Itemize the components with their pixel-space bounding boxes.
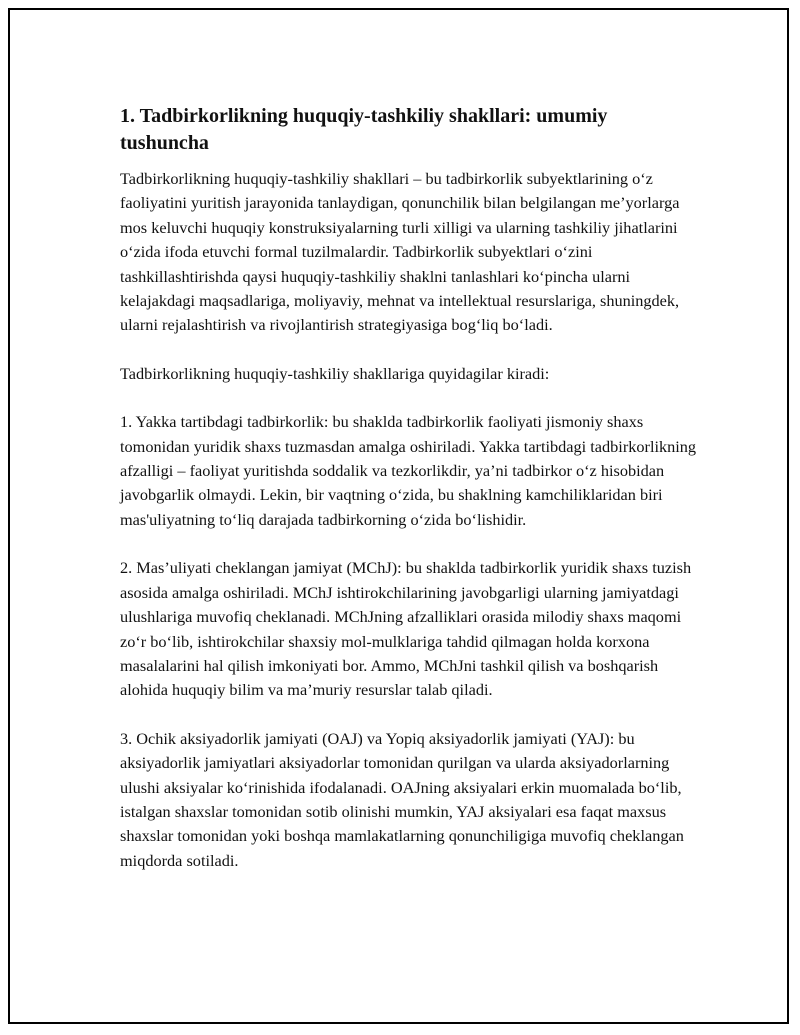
paragraph-joint-stock: 3. Ochik aksiyadorlik jamiyati (OAJ) va Yopiq aksiyadorlik jamiyati (YAJ): bu aksiyadorlik jamiyatlari aksiyadorlar tomonidan qurilgan va ularda aksiyadorlarning ulushi aksiyalar ko‘rinishida ifodalanadi. OAJning aksiyalari erkin muomalada bo‘lib, istalgan shaxslar tomonidan sotib olinishi mumkin, YAJ aksiyalari esa faqat maxsus shaxslar tomonidan yoki boshqa mamlakatlarning qonunchiligiga muvofiq cheklangan miqdorda sotiladi. [120, 728, 684, 870]
paragraph-intro-list: Tadbirkorlikning huquqiy-tashkiliy shakllariga quyidagilar kiradi: [120, 363, 550, 383]
paragraph-definition: Tadbirkorlikning huquqiy-tashkiliy shakllari – bu tadbirkorlik subyektlarining o‘z faoliyatini yuritish jarayonida tanlaydigan, qonunchilik bilan belgilangan me’yorlarga mos keluvchi huquqiy konstruksiyalarning turli xilligi va ularning tashkiliy jihatlarini o‘zida ifoda etuvchi formal tuzilmalardir. Tadbirkorlik subyektlari o‘zini tashkillashtirishda qaysi huquqiy-tashkiliy shaklni tanlashlari ko‘pincha ularni kelajakdagi maqsadlariga, moliyaviy, mehnat va intellektual resurslariga, shuningdek, ularni rejalashtirish va rivojlantirish strategiyasiga bog‘liq bo‘ladi. [120, 169, 680, 335]
paragraph-llc: 2. Mas’uliyati cheklangan jamiyat (MChJ): bu shaklda tadbirkorlik yuridik shaxs tuzish asosida amalga oshiriladi. MChJ ishtirokchilarining javobgarligi ularning jamiyatdagi ulushlariga muvofiq cheklanadi. MChJning afzalliklari orasida milodiy shaxs maqomi zo‘r bo‘lib, ishtirokchilar shaxsiy mol-mulklariga tahdid qilmagan holda korxona masalalarini hal qilish imkoniyati bor. Ammo, MChJni tashkil qilish va boshqarish alohida huquqiy bilim va ma’muriy resurslar talab qiladi. [120, 558, 692, 700]
paragraph-sole-proprietorship: 1. Yakka tartibdagi tadbirkorlik: bu shaklda tadbirkorlik faoliyati jismoniy shaxs tomonidan yuridik shaxs tuzmasdan amalga oshiriladi. Yakka tartibdagi tadbirkorlikning afzalligi – faoliyat yuritishda soddalik va tezkorlikdir, ya’ni tadbirkor o‘z hisobidan javobgarlik olmaydi. Lekin, bir vaqtning o‘zida, bu shaklning kamchiliklaridan biri mas'uliyatning to‘liq darajada tadbirkorning o‘zida bo‘lishidir. [120, 412, 697, 529]
section-heading: 1. Tadbirkorlikning huquqiy-tashkiliy shakllari: umumiy tushuncha [120, 105, 608, 154]
document-body [120, 103, 700, 897]
page-frame [8, 8, 789, 1024]
